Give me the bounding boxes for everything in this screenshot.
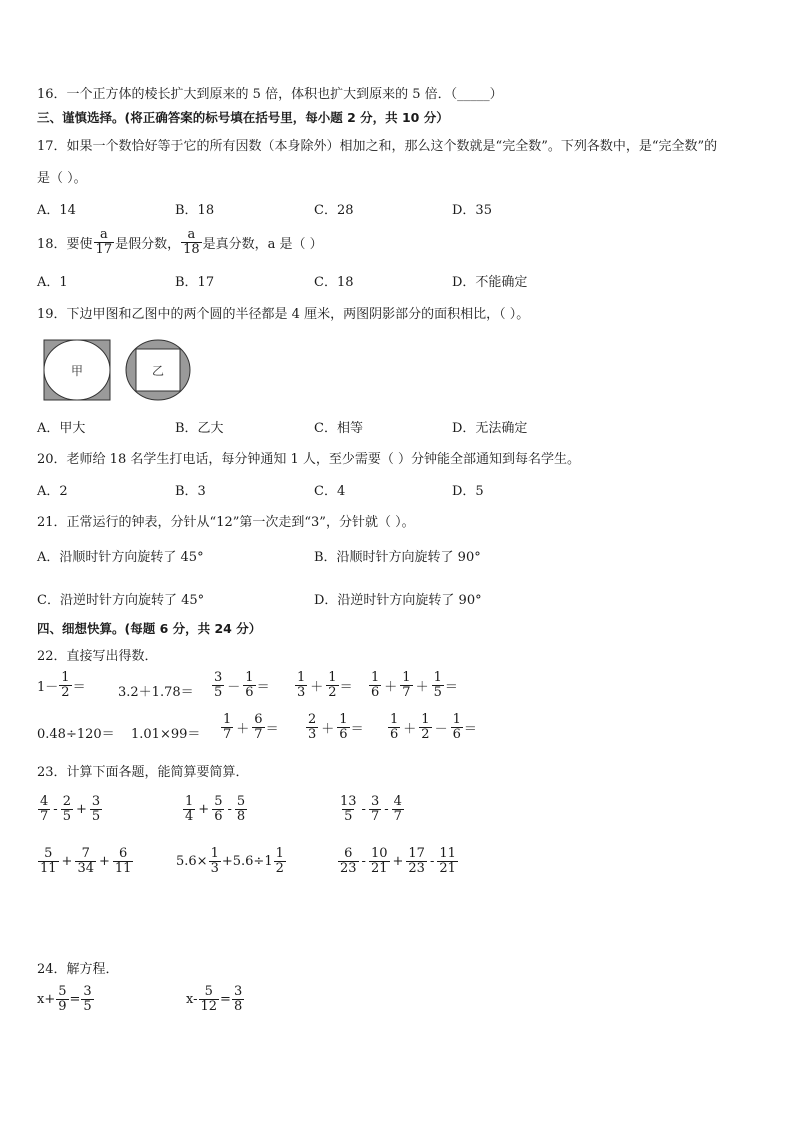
fraction [59,671,71,701]
q21-option-b: B．沿顺时针方向旋转了 90° [314,550,481,565]
numerator: 11 [439,846,456,861]
operator: - [361,802,366,818]
denominator: 17 [95,242,113,258]
equals: = [220,992,231,1008]
numerator: 5 [44,846,53,861]
denominator: 5 [433,685,442,701]
operator: + [99,854,110,870]
numerator: 3 [91,794,101,809]
numerator: 7 [81,846,90,861]
question-17-line1: 17．如果一个数恰好等于它的所有因数（本身除外）相加之和，那么这个数就是“完全数”。下列各数中，是“完全数”的 [37,139,718,154]
q18-prefix: 18．要使 [37,237,93,253]
denominator: 21 [370,861,388,877]
equals: = [69,992,81,1008]
q22-item-b: 3.2＋1.78＝ [118,685,194,700]
denominator: 5 [91,809,101,825]
numerator: 6 [254,712,263,727]
fraction [419,713,431,743]
operator: + [75,802,87,818]
term: 5.6× [176,854,208,870]
equals: ＝ [463,722,477,738]
denominator: 23 [408,861,425,877]
q23-item-d [37,847,134,877]
operator: - [53,802,58,818]
numerator: 3 [233,984,243,999]
denominator: 6 [390,727,399,743]
fraction [75,847,96,877]
numerator: 1 [328,670,337,685]
numerator: 3 [83,984,92,999]
q17-option-b: B．18 [175,203,215,218]
numerator: 1 [275,846,284,861]
numerator: 13 [340,794,357,809]
numerator: 10 [370,846,388,861]
question-18 [37,228,323,258]
fraction [337,713,349,743]
q23-item-a [37,795,103,825]
q18-suffix: 是真分数，a 是（ ） [202,237,323,253]
numerator: 2 [308,712,317,727]
fraction [232,985,244,1015]
denominator: 18 [183,242,200,258]
q19-option-a: A．甲大 [37,421,86,436]
fraction [212,795,224,825]
operator: - [361,854,366,870]
operator: - [227,802,232,818]
numerator: 5 [204,984,213,999]
fraction [400,671,412,701]
fraction [90,795,102,825]
numerator: 5 [236,794,246,809]
operator: + [392,854,404,870]
numerator: 1 [402,670,411,685]
section-4-heading: 四、细想快算。(每题 6 分，共 24 分） [37,621,262,636]
q18-option-c: C．18 [314,275,354,290]
q22-item-c [211,671,270,701]
question-20: 20．老师给 18 名学生打电话，每分钟通知 1 人，至少需要（ ）分钟能全部通知到每名学生。 [37,452,581,467]
operator: － [434,722,448,738]
numerator: a [99,227,108,242]
numerator: 1 [433,670,442,685]
numerator: 6 [119,846,128,861]
q24-equation-b [186,985,245,1015]
q20-option-a: A．2 [37,484,68,499]
question-23: 23．计算下面各题，能简算要简算． [37,765,249,780]
numerator: 1 [297,670,306,685]
fraction [221,713,233,743]
q18-fraction-1 [94,228,115,258]
q21-option-d: D．沿逆时针方向旋转了 90° [314,593,482,608]
question-24: 24．解方程． [37,962,119,977]
denominator: 3 [308,727,317,743]
question-19: 19．下边甲图和乙图中的两个圆的半径都是 4 厘米，两图阴影部分的面积相比，（ ）。 [37,307,530,322]
fraction [183,795,195,825]
fraction [56,985,68,1015]
fraction [306,713,318,743]
fraction [388,713,400,743]
equals: ＝ [444,680,458,696]
fraction [38,847,59,877]
denominator: 7 [254,727,263,743]
equals: ＝ [72,680,86,696]
operator: ＋ [236,722,250,738]
denominator: 6 [245,685,254,701]
numerator: 1 [452,712,461,727]
denominator: 11 [40,861,57,877]
fraction [338,795,359,825]
numerator: 1 [61,670,70,685]
numerator: 1 [185,794,194,809]
numerator: 5 [214,794,223,809]
q22-item-h [220,713,279,743]
equals: ＝ [265,722,279,738]
operator: + [61,854,73,870]
numerator: 1 [390,712,399,727]
operator: + [198,802,210,818]
q22-item-a [37,671,86,701]
denominator: 5 [214,685,223,701]
q19-option-c: C．相等 [314,421,363,436]
denominator: 7 [40,809,49,825]
numerator: 17 [408,846,425,861]
equals: ＝ [339,680,353,696]
denominator: 12 [200,999,218,1015]
numerator: 5 [58,984,67,999]
q20-option-c: C．4 [314,484,346,499]
denominator: 7 [393,809,402,825]
fraction [437,847,458,877]
fraction [392,795,404,825]
fraction [406,847,427,877]
denominator: 2 [61,685,70,701]
operator: - [429,854,435,870]
denominator: 3 [297,685,306,701]
denominator: 7 [223,727,232,743]
fraction [432,671,444,701]
q23-item-e [176,847,287,877]
question-22: 22．直接写出得数． [37,649,158,664]
question-16: 16．一个正方体的棱长扩大到原来的 5 倍，体积也扩大到原来的 5 倍．（_____） [37,87,503,102]
fraction [369,795,381,825]
q23-item-c [337,795,405,825]
numerator: 1 [339,712,348,727]
fraction [212,671,224,701]
denominator: 5 [83,999,92,1015]
equals: ＝ [350,722,364,738]
fraction [81,985,93,1015]
q17-option-c: C．28 [314,203,354,218]
numerator: 4 [40,794,49,809]
q18-option-a: A．1 [37,275,68,290]
denominator: 2 [275,861,284,877]
q20-option-b: B．3 [175,484,206,499]
operator: ＋ [415,680,429,696]
equals: ＝ [256,680,270,696]
prefix: 1－ [37,680,59,696]
operator: - [384,802,389,818]
denominator: 8 [236,809,246,825]
denominator: 6 [452,727,461,743]
denominator: 6 [339,727,348,743]
denominator: 7 [370,809,380,825]
denominator: 6 [371,685,380,701]
q17-option-a: A．14 [37,203,76,218]
q22-item-f: 0.48÷120＝ [37,727,115,742]
numerator: 1 [210,846,219,861]
q19-option-b: B．乙大 [175,421,224,436]
q18-middle: 是假分数， [115,237,181,253]
fraction [274,847,286,877]
fraction [235,795,247,825]
q22-item-i [305,713,364,743]
fraction [252,713,264,743]
fraction [295,671,307,701]
prefix: x- [186,992,198,1008]
fraction [243,671,255,701]
q18-fraction-2 [181,228,202,258]
q22-item-g: 1.01×99＝ [131,727,201,742]
prefix: x+ [37,992,56,1008]
q22-item-j [387,713,477,743]
q19-figures [42,338,192,402]
fraction [451,713,463,743]
numerator: 1 [245,670,254,685]
numerator: 1 [223,712,232,727]
figure-jia-label: 甲 [70,364,84,378]
fraction [369,847,390,877]
q24-equation-a [37,985,95,1015]
numerator: a [187,227,196,242]
section-3-heading: 三、谨慎选择。(将正确答案的标号填在括号里，每小题 2 分，共 10 分） [37,110,449,125]
q23-item-b [182,795,248,825]
denominator: 6 [214,809,223,825]
denominator: 9 [58,999,67,1015]
q17-option-d: D．35 [452,203,492,218]
q21-option-a: A．沿顺时针方向旋转了 45° [37,550,204,565]
figure-yi [126,340,190,400]
term: +5.6÷1 [221,854,273,870]
denominator: 34 [77,861,94,877]
fraction [61,795,73,825]
q18-option-d: D．不能确定 [452,275,528,290]
fraction [209,847,221,877]
fraction [338,847,359,877]
denominator: 7 [402,685,411,701]
q20-option-d: D．5 [452,484,484,499]
question-17-line2: 是（ ）。 [37,171,87,186]
q21-option-c: C．沿逆时针方向旋转了 45° [37,593,205,608]
question-21: 21．正常运行的钟表，分针从“12”第一次走到“3”，分针就（ ）。 [37,515,415,530]
denominator: 11 [114,861,132,877]
figure-yi-label: 乙 [151,364,165,378]
denominator: 3 [210,861,219,877]
q23-item-f [337,847,459,877]
fraction [199,985,220,1015]
denominator: 5 [62,809,71,825]
numerator: 4 [393,794,402,809]
fraction [38,795,50,825]
fraction [369,671,381,701]
denominator: 23 [340,861,357,877]
fraction [326,671,338,701]
denominator: 2 [328,685,337,701]
denominator: 21 [439,861,456,877]
q22-item-d [294,671,353,701]
q22-item-e [368,671,458,701]
numerator: 3 [214,670,223,685]
q19-option-d: D．无法确定 [452,421,528,436]
fraction [113,847,134,877]
denominator: 5 [344,809,353,825]
operator: ＋ [310,680,324,696]
denominator: 4 [185,809,194,825]
q18-option-b: B．17 [175,275,215,290]
figure-jia [44,340,110,400]
operator: ＋ [384,680,398,696]
numerator: 2 [62,794,71,809]
operator: ＋ [321,722,335,738]
numerator: 1 [421,712,430,727]
denominator: 2 [421,727,430,743]
numerator: 1 [371,670,380,685]
operator: ＋ [403,722,417,738]
denominator: 8 [233,999,243,1015]
operator: － [227,680,241,696]
numerator: 6 [344,846,353,861]
numerator: 3 [370,794,380,809]
